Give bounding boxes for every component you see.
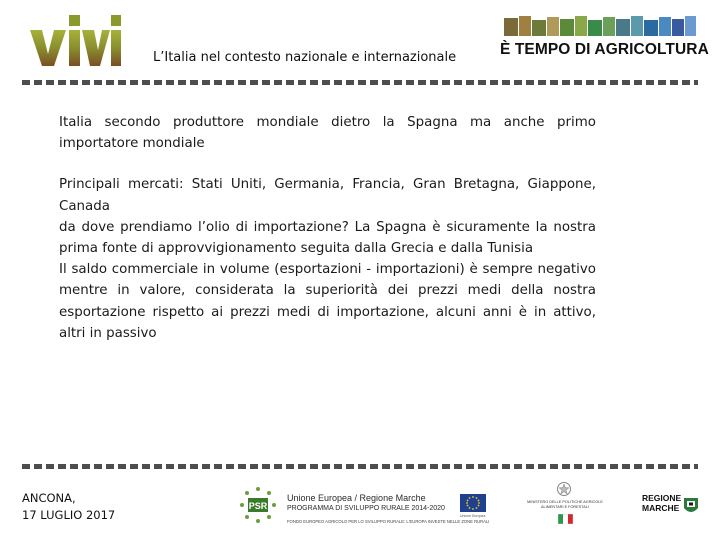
ue-program-info xyxy=(287,493,490,524)
event-place: ANCONA, xyxy=(22,491,76,505)
ue-program-title: Unione Europea / Regione Marche xyxy=(287,493,426,503)
agricoltura-logo xyxy=(500,14,709,62)
psr-logo xyxy=(238,485,278,525)
ue-fund-text: FONDO EUROPEO AGRICOLO PER LO SVILUPPO RURALE: L'EUROPA INVESTE NELLE ZONE RURALI xyxy=(287,519,490,524)
regione-marche-mark-icon xyxy=(682,496,700,516)
eu-flag-icon xyxy=(460,494,486,512)
agricoltura-logo-text: È TEMPO DI AGRICOLTURA xyxy=(500,41,709,58)
paragraph-markets: Principali mercati: Stati Uniti, Germania, Francia, Gran Bretagna, Giappone, Canada xyxy=(59,177,596,214)
bottom-divider xyxy=(22,464,698,469)
paragraph-trade-balance: Il saldo commerciale in volume (esportazioni - importazioni) è sempre negativo mentre in valore, considerata la superiorità dei prezzi medi della nostra esportazione rispetto ai prezzi medi di importazione, alcuni anni è in attivo, altri in passivo xyxy=(59,262,596,341)
regione-marche-line-1: REGIONE xyxy=(642,493,682,503)
eu-caption: Unione Europea xyxy=(460,514,486,518)
ue-program-subtitle: PROGRAMMA DI SVILUPPO RURALE 2014-2020 xyxy=(287,505,445,512)
italian-flag-icon xyxy=(558,514,573,524)
top-divider xyxy=(22,80,698,85)
agricoltura-pattern-icon xyxy=(504,14,696,40)
paragraph-production: Italia secondo produttore mondiale dietro la Spagna ma anche primo importatore mondiale xyxy=(59,115,596,152)
vivi-logo xyxy=(28,10,122,68)
italian-republic-emblem-icon xyxy=(556,481,572,497)
regione-marche-line-2: MARCHE xyxy=(642,502,680,513)
paragraph-imports: da dove prendiamo l’olio di importazione? La Spagna è sicuramente la nostra prima fonte di approvvigionamento seguita dalla Grecia e dalla Tunisia xyxy=(59,219,596,257)
ministry-text: MINISTERO DELLE POLITICHE AGRICOLE ALIMENTARI E FORESTALI xyxy=(527,500,603,509)
regione-marche-logo xyxy=(642,494,702,513)
slide-content xyxy=(59,112,596,344)
event-info xyxy=(22,490,115,524)
event-date: 17 LUGLIO 2017 xyxy=(22,508,116,522)
page-title: L’Italia nel contesto nazionale e internazionale xyxy=(153,50,457,65)
psr-logo-text: PSR xyxy=(248,501,268,511)
